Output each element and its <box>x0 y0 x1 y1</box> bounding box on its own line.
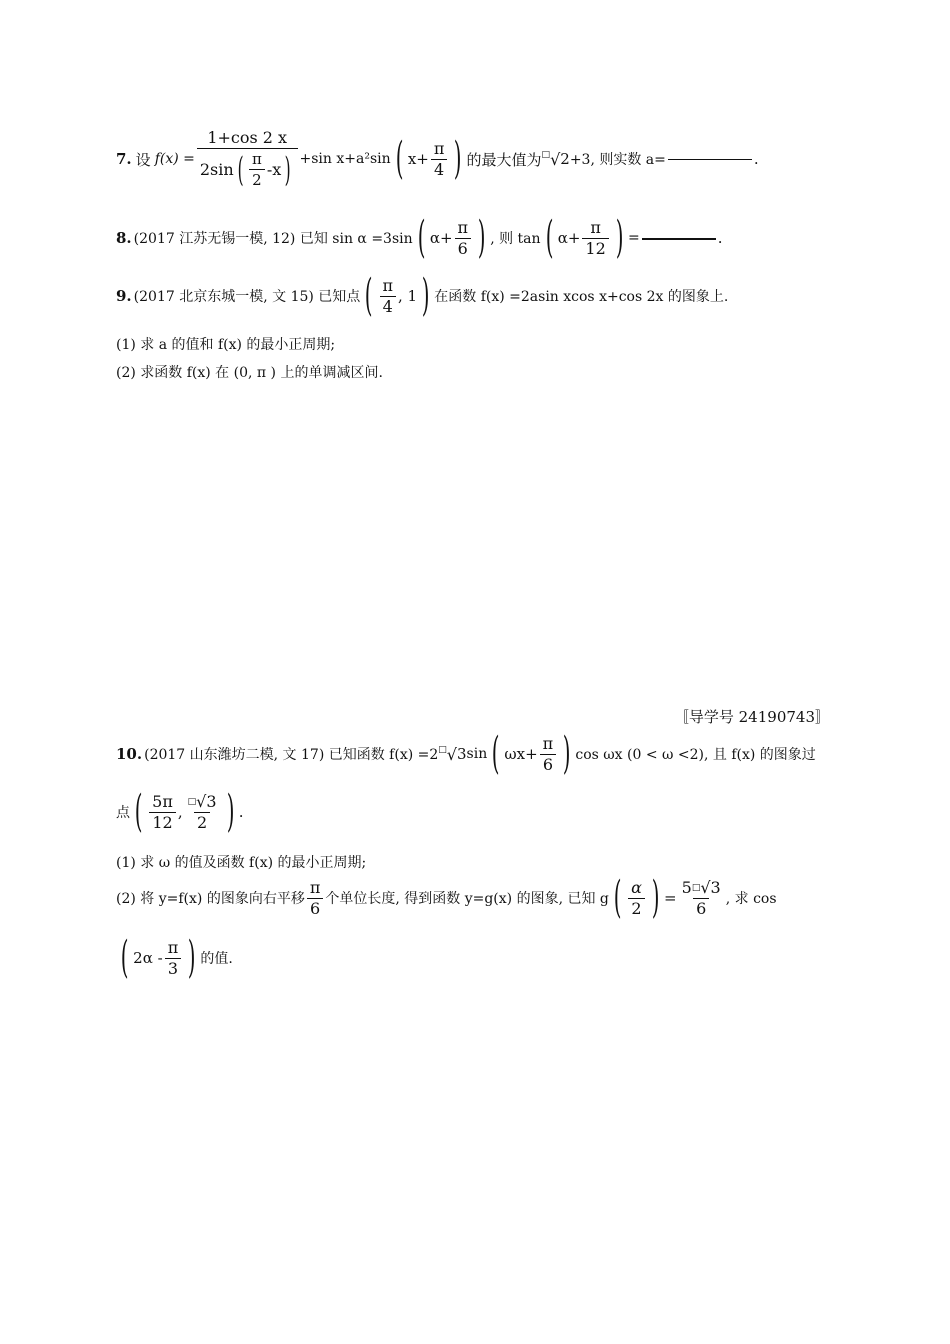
q10-omega-x-plus: ωx+ <box>504 745 538 763</box>
q10-p2-six-2: 6 <box>693 898 709 919</box>
q10-cos-pi: π <box>167 937 179 957</box>
q10-point: ( $\frac{5\pi}{12}$ , □ √ 3 2 ) <box>134 786 235 837</box>
q9-pi-over-4 <box>379 276 396 317</box>
q10-cos-paren: ( 2α - $\frac{\pi}{3}$ ) <box>120 932 196 983</box>
q7-pi: π <box>251 150 262 168</box>
q8-twelve: 12 <box>582 238 608 259</box>
q10-six: 6 <box>540 754 556 775</box>
q7-den-paren: ( $\frac{\pi}{2}$ -x ) <box>237 149 291 190</box>
q10-sqrt3-over-2 <box>185 792 220 833</box>
q10-tail: cos ωx (0 < ω <2), 且 f(x) 的图象过 <box>575 747 816 763</box>
q10-part-2 <box>116 872 777 923</box>
q9-part-2: (2) 求函数 f(x) 在 (0, π ) 上的单调减区间. <box>116 365 383 381</box>
q10-two: 2 <box>194 812 210 833</box>
q10-pi: π <box>542 733 554 753</box>
q7-prefix: 设 <box>135 150 151 169</box>
q10-sin: sin <box>466 746 488 762</box>
q7-sqrt: □ √ 2 <box>541 149 570 169</box>
q8-end: . <box>717 229 723 247</box>
question-9 <box>116 270 729 321</box>
q7-fx: f(x) = <box>154 151 195 167</box>
q7-fraction-denominator <box>197 148 298 190</box>
q7-den-sin: 2sin <box>199 159 234 179</box>
q9-prefix: (2017 北京东城一模, 文 15) 已知点 <box>133 289 361 305</box>
q7-fraction <box>197 128 298 190</box>
q8-pi: π <box>457 217 469 237</box>
q8-alpha-plus-2: α+ <box>557 229 581 247</box>
q10-alpha-over-2 <box>628 878 645 919</box>
q10-5sqrt3-over-6 <box>679 878 724 919</box>
q10-three: 3 <box>165 958 181 979</box>
q7-paren-x: ( x+ $\frac{\pi}{4}$ ) <box>395 133 462 184</box>
q10-part-1: (1) 求 ω 的值及函数 f(x) 的最小正周期; <box>116 855 367 871</box>
q10-p2-prefix: (2) 将 y=f(x) 的图象向右平移 <box>116 891 305 907</box>
q7-x-plus: x+ <box>407 150 429 168</box>
q8-number: 8. <box>116 229 132 247</box>
q7-pi-2: π <box>433 138 445 158</box>
q10-cos-expression <box>116 932 233 983</box>
q9-part-1: (1) 求 a 的值和 f(x) 的最小正周期; <box>116 337 336 353</box>
q10-sqrt3-value: 3 <box>457 744 467 763</box>
q7-pi-over-2 <box>249 149 265 190</box>
q7-tail: +3, 则实数 a= <box>569 152 666 168</box>
q10-p2-six: 6 <box>307 898 323 919</box>
q9-point: ( $\frac{\pi}{4}$ , 1 ) <box>365 270 430 321</box>
q10-p2-paren: ( $\frac{\alpha}{2}$ ) <box>613 872 660 923</box>
q9-four: 4 <box>380 296 396 317</box>
q10-pi-over-6 <box>540 734 557 775</box>
q10-p2-two: 2 <box>628 898 644 919</box>
q10-p2-pi-over-6 <box>307 878 324 919</box>
q10-sqrt3-num: □ √ 3 <box>187 791 217 811</box>
q10-paren: ( ωx+ $\frac{\pi}{6}$ ) <box>491 728 571 779</box>
q7-four: 4 <box>431 159 447 180</box>
q10-two-alpha-minus: 2α - <box>133 949 163 967</box>
q10-number: 10. <box>116 745 143 763</box>
q10-p2-tail: , 求 cos <box>725 891 777 907</box>
q7-end: . <box>753 150 759 168</box>
q7-number: 7. <box>116 150 132 168</box>
q8-answer-blank[interactable] <box>642 237 716 240</box>
q8-pi-over-12 <box>582 218 608 259</box>
q8-paren-1: ( α+ $\frac{\pi}{6}$ ) <box>417 212 486 263</box>
q10-end: 的值. <box>200 951 233 967</box>
question-8 <box>116 212 723 263</box>
q10-p2-pi: π <box>309 877 321 897</box>
q10-eq: = <box>664 889 677 907</box>
q10-point-prefix: 点 <box>116 805 130 821</box>
q10-sqrt3-num-value: 3 <box>206 791 217 811</box>
q7-two: 2 <box>249 169 265 190</box>
q7-minus-x: -x <box>266 159 282 179</box>
q9-number: 9. <box>116 287 132 305</box>
q8-alpha-plus: α+ <box>429 229 453 247</box>
q9-pi: π <box>382 275 393 295</box>
q9-one: , 1 <box>397 287 418 305</box>
q10-alpha: α <box>631 877 642 897</box>
q10-five-pi: 5π <box>152 791 173 811</box>
q10-sqrt3: □ √ 3 <box>438 744 467 764</box>
q10-point-end: . <box>238 803 244 821</box>
q7-answer-blank[interactable] <box>668 158 752 160</box>
q7-fraction-numerator: 1+cos 2 x <box>207 128 288 147</box>
question-7 <box>116 128 759 190</box>
q10-5pi-over-12 <box>149 792 176 833</box>
q7-mid: +sin x+a²sin <box>299 151 391 167</box>
q10-twelve: 12 <box>149 812 175 833</box>
question-10 <box>116 728 816 779</box>
guide-number-tag: 〚导学号 24190743〛 <box>673 708 830 726</box>
q10-prefix: (2017 山东潍坊二模, 文 17) 已知函数 f(x) =2 <box>144 747 439 763</box>
q10-point-line <box>116 786 244 837</box>
q9-tail: 在函数 f(x) =2asin xcos x+cos 2x 的图象上. <box>434 289 729 305</box>
q10-p2-mid: 个单位长度, 得到函数 y=g(x) 的图象, 已知 g <box>325 891 609 907</box>
q10-5sqrt3-sqrt: □ √ 3 <box>691 877 721 897</box>
q10-5sqrt3 <box>679 878 724 898</box>
q8-paren-2: ( α+ $\frac{\pi}{12}$ ) <box>545 212 624 263</box>
q8-prefix: (2017 江苏无锡一模, 12) 已知 sin α =3sin <box>133 231 413 247</box>
q8-mid: , 则 tan <box>490 231 541 247</box>
q10-comma: , <box>177 803 183 821</box>
q7-pi-over-4 <box>431 139 448 180</box>
q8-tail: = <box>627 230 640 246</box>
q10-5sqrt3-value: 3 <box>710 877 721 897</box>
q7-max-text: 的最大值为 <box>466 150 542 169</box>
q10-five: 5 <box>681 877 692 897</box>
q8-pi-2: π <box>590 217 601 237</box>
q8-six: 6 <box>455 238 471 259</box>
q7-sqrt-value: 2 <box>560 149 570 168</box>
q8-pi-over-6 <box>455 218 472 259</box>
q10-pi-over-3 <box>165 938 182 979</box>
